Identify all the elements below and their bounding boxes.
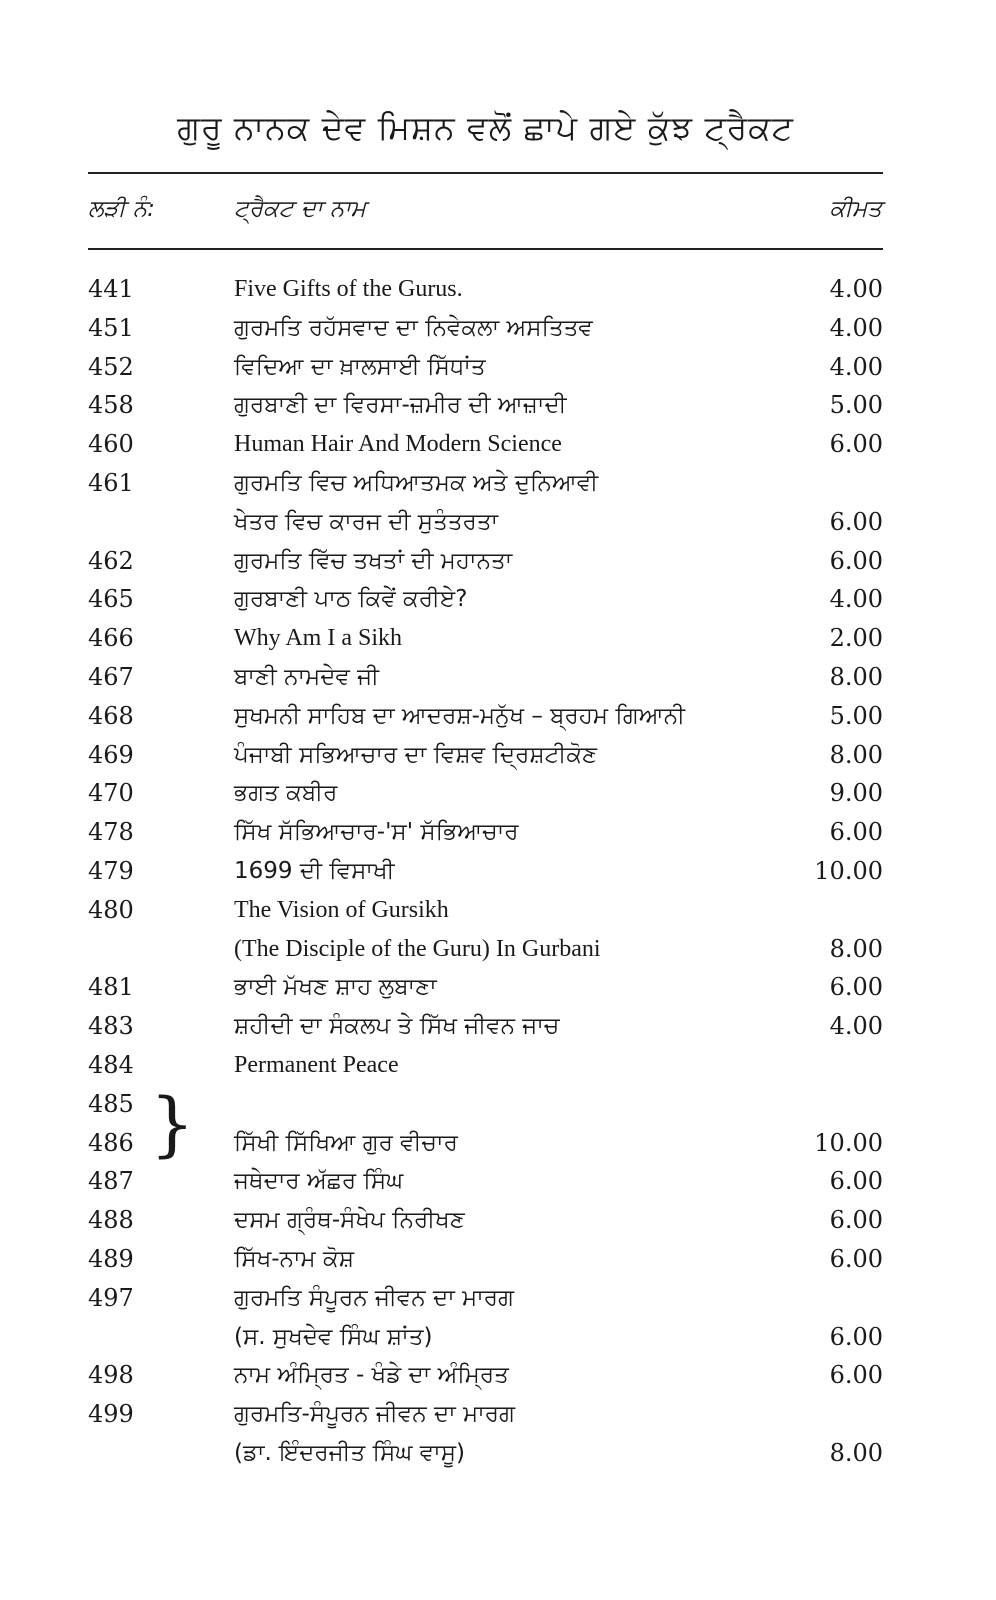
- tract-price: 6.00: [829, 1361, 883, 1390]
- tract-price: 6.00: [829, 1206, 883, 1235]
- tract-number: 469: [88, 740, 134, 769]
- table-row: [88, 1085, 883, 1124]
- table-row: [88, 658, 883, 697]
- tract-name: Human Hair And Modern Science: [234, 431, 562, 458]
- table-row: [88, 270, 883, 309]
- tract-name: ਪੰਜਾਬੀ ਸਭਿਆਚਾਰ ਦਾ ਵਿਸ਼ਵ ਦ੍ਰਿਸ਼ਟੀਕੋਣ: [234, 741, 597, 768]
- table-row: [88, 386, 883, 425]
- tract-price: 4.00: [829, 352, 883, 381]
- tract-name: Why Am I a Sikh: [234, 625, 402, 652]
- tract-name: ਖੇਤਰ ਵਿਚ ਕਾਰਜ ਦੀ ਸੁਤੰਤਰਤਾ: [234, 508, 499, 535]
- tract-number: 462: [88, 546, 134, 575]
- tract-price: 9.00: [829, 779, 883, 808]
- grouping-brace: }: [150, 1082, 195, 1165]
- tract-price: 5.00: [829, 391, 883, 420]
- header-number: ਲੜੀ ਨੰ:: [88, 196, 155, 222]
- table-row: [88, 1007, 883, 1046]
- tract-price: 6.00: [829, 1167, 883, 1196]
- table-row: [88, 309, 883, 348]
- table-row: [88, 619, 883, 658]
- tract-number: 461: [88, 468, 134, 497]
- tract-price: 6.00: [829, 1244, 883, 1273]
- tract-name: ਗੁਰਮਤਿ-ਸੰਪੂਰਨ ਜੀਵਨ ਦਾ ਮਾਰਗ: [234, 1401, 516, 1428]
- header-rule: [88, 248, 883, 250]
- table-row: [88, 348, 883, 387]
- tract-number: 480: [88, 895, 134, 924]
- tract-price: 4.00: [829, 313, 883, 342]
- table-row: [88, 1279, 883, 1318]
- tract-price: 4.00: [829, 585, 883, 614]
- table-row: [88, 697, 883, 736]
- tract-number: 479: [88, 856, 134, 885]
- tract-name: Permanent Peace: [234, 1051, 399, 1078]
- tract-name: ਗੁਰਮਤਿ ਵਿਚ ਅਧਿਆਤਮਕ ਅਤੇ ਦੁਨਿਆਵੀ: [234, 469, 599, 496]
- table-row: [88, 1162, 883, 1201]
- tract-number: 483: [88, 1012, 134, 1041]
- table-row: [88, 542, 883, 581]
- tract-price: 10.00: [814, 1128, 883, 1157]
- tract-name: The Vision of Gursikh: [234, 896, 449, 923]
- tract-number: 478: [88, 818, 134, 847]
- table-row: [88, 1201, 883, 1240]
- tract-number: 497: [88, 1283, 134, 1312]
- table-row: [88, 464, 883, 503]
- tract-name: ਦਸਮ ਗ੍ਰੰਥ-ਸੰਖੇਪ ਨਿਰੀਖਣ: [234, 1207, 465, 1234]
- tract-name: ਗੁਰਬਾਣੀ ਪਾਠ ਕਿਵੇਂ ਕਰੀਏ?: [234, 586, 468, 613]
- tract-name: ਸਿੱਖ ਸੱਭਿਆਚਾਰ-'ਸ' ਸੱਭਿਆਚਾਰ: [234, 819, 519, 846]
- tract-price: 10.00: [814, 856, 883, 885]
- tract-name: ਗੁਰਬਾਣੀ ਦਾ ਵਿਰਸਾ-ਜ਼ਮੀਰ ਦੀ ਆਜ਼ਾਦੀ: [234, 392, 567, 419]
- tract-price: 6.00: [829, 507, 883, 536]
- tract-name: (ਸ. ਸੁਖਦੇਵ ਸਿੰਘ ਸ਼ਾਂਤ): [234, 1323, 433, 1350]
- tract-name: ਜਥੇਦਾਰ ਅੱਛਰ ਸਿੰਘ: [234, 1168, 404, 1195]
- table-row: [88, 930, 883, 969]
- tract-name: ਸੁਖਮਨੀ ਸਾਹਿਬ ਦਾ ਆਦਰਸ਼-ਮਨੁੱਖ – ਬ੍ਰਹਮ ਗਿਆਨੀ: [234, 702, 686, 729]
- table-row: [88, 503, 883, 542]
- tract-number: 489: [88, 1244, 134, 1273]
- tract-name: ਭਾਈ ਮੱਖਣ ਸ਼ਾਹ ਲੁਬਾਣਾ: [234, 974, 437, 1001]
- table-row: [88, 1046, 883, 1085]
- tract-number: 499: [88, 1400, 134, 1429]
- tract-price: 8.00: [829, 934, 883, 963]
- tract-price: 6.00: [829, 973, 883, 1002]
- tract-name: ਗੁਰਮਤਿ ਸੰਪੂਰਨ ਜੀਵਨ ਦਾ ਮਾਰਗ: [234, 1284, 515, 1311]
- tract-name: Five Gifts of the Gurus.: [234, 276, 463, 302]
- tract-number: 458: [88, 391, 134, 420]
- tract-number: 487: [88, 1167, 134, 1196]
- table-row: [88, 891, 883, 930]
- tract-name: (The Disciple of the Guru) In Gurbani: [234, 935, 601, 962]
- table-row: [88, 852, 883, 891]
- tract-number: 481: [88, 973, 134, 1002]
- table-row: [88, 1356, 883, 1395]
- tract-price: 8.00: [829, 662, 883, 691]
- tract-price: 5.00: [829, 701, 883, 730]
- table-row: [88, 425, 883, 464]
- table-row: [88, 580, 883, 619]
- tract-number: 470: [88, 779, 134, 808]
- tract-name: ਬਾਣੀ ਨਾਮਦੇਵ ਜੀ: [234, 663, 380, 690]
- top-rule: [88, 172, 883, 174]
- header-name: ਟ੍ਰੈਕਟ ਦਾ ਨਾਮ: [234, 196, 366, 222]
- tract-list: [88, 270, 883, 1473]
- tract-name: ਗੁਰਮਤਿ ਵਿੱਚ ਤਖਤਾਂ ਦੀ ਮਹਾਨਤਾ: [234, 547, 513, 574]
- table-row: [88, 1240, 883, 1279]
- tract-price: 8.00: [829, 740, 883, 769]
- tract-price: 6.00: [829, 546, 883, 575]
- tract-number: 460: [88, 430, 134, 459]
- table-row: [88, 813, 883, 852]
- tract-number: 484: [88, 1050, 134, 1079]
- tract-name: ਗੁਰਮਤਿ ਰਹੱਸਵਾਦ ਦਾ ਨਿਵੇਕਲਾ ਅਸਤਿਤਵ: [234, 314, 593, 341]
- tract-number: 452: [88, 352, 134, 381]
- tract-name: ਸਿੱਖ-ਨਾਮ ਕੋਸ਼: [234, 1245, 355, 1272]
- tract-number: 467: [88, 662, 134, 691]
- table-row: [88, 968, 883, 1007]
- tract-name: 1699 ਦੀ ਵਿਸਾਖੀ: [234, 857, 395, 884]
- page-title: ਗੁਰੂ ਨਾਨਕ ਦੇਵ ਮਿਸ਼ਨ ਵਲੋਂ ਛਾਪੇ ਗਏ ਕੁੱਝ ਟ੍ਰੈਕਟ: [177, 108, 794, 147]
- tract-number: 488: [88, 1206, 134, 1235]
- table-row: [88, 1434, 883, 1473]
- tract-number: 468: [88, 701, 134, 730]
- table-row: [88, 1395, 883, 1434]
- tract-number: 485: [88, 1089, 134, 1118]
- tract-price: 6.00: [829, 1322, 883, 1351]
- tract-number: 466: [88, 624, 134, 653]
- tract-price: 4.00: [829, 275, 883, 303]
- tract-number: 441: [88, 275, 134, 303]
- tract-name: ਨਾਮ ਅੰਮ੍ਰਿਤ - ਖੰਡੇ ਦਾ ਅੰਮ੍ਰਿਤ: [234, 1362, 509, 1389]
- tract-price: 6.00: [829, 818, 883, 847]
- tract-number: 451: [88, 313, 134, 342]
- tract-number: 486: [88, 1128, 134, 1157]
- tract-number: 498: [88, 1361, 134, 1390]
- tract-number: 465: [88, 585, 134, 614]
- tract-name: (ਡਾ. ਇੰਦਰਜੀਤ ਸਿੰਘ ਵਾਸੂ): [234, 1439, 465, 1466]
- table-row: [88, 774, 883, 813]
- tract-price: 8.00: [829, 1438, 883, 1467]
- header-price: ਕੀਮਤ: [829, 196, 882, 222]
- tract-name: ਵਿਦਿਆ ਦਾ ਖ਼ਾਲਸਾਈ ਸਿੱਧਾਂਤ: [234, 353, 486, 380]
- tract-name: ਸ਼ਹੀਦੀ ਦਾ ਸੰਕਲਪ ਤੇ ਸਿੱਖ ਜੀਵਨ ਜਾਚ: [234, 1013, 560, 1040]
- tract-price: 6.00: [829, 430, 883, 459]
- tract-name: ਭਗਤ ਕਬੀਰ: [234, 780, 338, 807]
- tract-name: ਸਿੱਖੀ ਸਿੱਖਿਆ ਗੁਰ ਵੀਚਾਰ: [234, 1129, 458, 1156]
- table-row: [88, 736, 883, 775]
- table-row: [88, 1318, 883, 1357]
- tract-price: 2.00: [829, 624, 883, 653]
- tract-price: 4.00: [829, 1012, 883, 1041]
